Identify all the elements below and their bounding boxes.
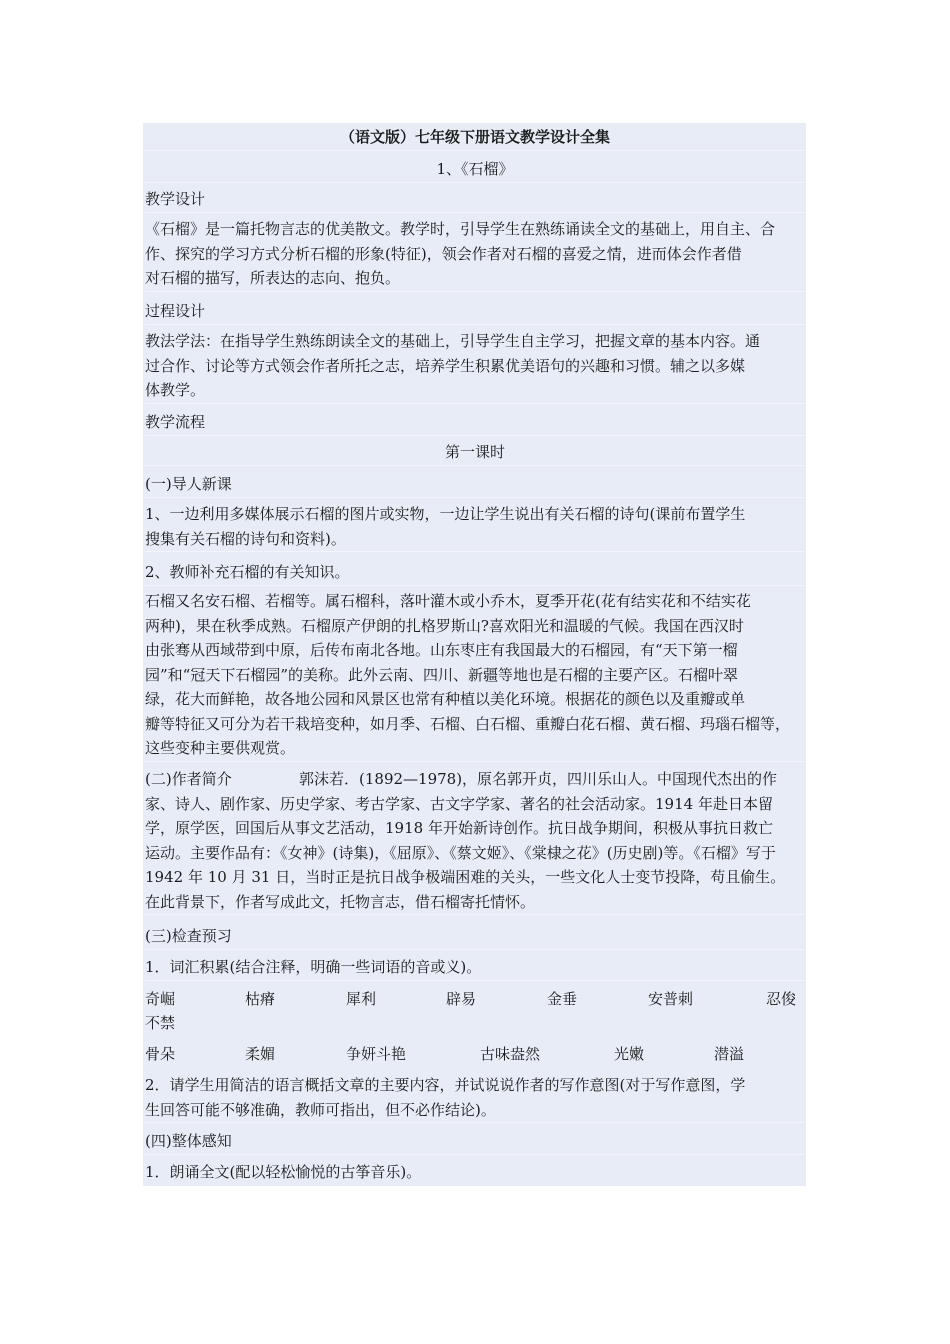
vocab-word: 柔媚 — [245, 1045, 276, 1063]
text-line: 搜集有关石榴的诗句和资料)。 — [145, 529, 346, 548]
author-paragraph — [145, 767, 805, 915]
text-line: 石榴又名安石榴、若榴等。属石榴科，落叶灌木或小乔木，夏季开花(花有结实花和不结实花 — [145, 592, 751, 610]
process-paragraph — [145, 329, 805, 404]
preview-item-1: 1．词汇积累(结合注释，明确一些词语的音或义)。 — [145, 955, 805, 981]
teaching-design-paragraph — [145, 217, 805, 292]
vocab-word: 争妍斗艳 — [346, 1045, 407, 1063]
section-overall-title: (四)整体感知 — [145, 1129, 805, 1155]
lesson-title: 1、《石榴》 — [145, 157, 805, 183]
text-line: 1942 年 10 月 31 日，当时正是抗日战争极端困难的关头，一些文化人士变节投降，苟且偷生。 — [145, 868, 786, 886]
text-line: 瓣等特征又可分为若干栽培变种，如月季、石榴、白石榴、重瓣白花石榴、黄石榴、玛瑙石榴等， — [145, 714, 791, 733]
vocab-word: 枯瘠 — [245, 990, 276, 1008]
intro-paragraph-1 — [145, 502, 805, 552]
text-line: 园”和“冠天下石榴园”的美称。此外云南、四川、新疆等地也是石榴的主要产区。石榴叶翠 — [145, 665, 739, 684]
text-line: 《石榴》是一篇托物言志的优美散文。教学时，引导学生在熟练诵读全文的基础上，用自主、合 — [145, 220, 776, 238]
section-author-title: (二)作者简介 — [145, 770, 232, 788]
text-line: 过合作、讨论等方式领会作者所托之志，培养学生积累优美语句的兴趣和习惯。辅之以多媒 — [145, 356, 746, 375]
text-line: 2．请学生用简洁的语言概括文章的主要内容，并试说说作者的写作意图(对于写作意图，学 — [145, 1076, 746, 1094]
intro-paragraph-2: 2、教师补充石榴的有关知识。 — [145, 560, 805, 586]
heading-teaching-flow: 教学流程 — [145, 410, 805, 436]
text-line: 生回答可能不够准确，教师可指出，但不必作结论)。 — [145, 1100, 496, 1119]
text-line: 在此背景下，作者写成此文，托物言志，借石榴寄托情怀。 — [145, 892, 536, 911]
vocab-word: 奇崛 — [145, 990, 176, 1008]
text-line: 对石榴的描写，所表达的志向、抱负。 — [145, 269, 401, 287]
text-line — [145, 767, 805, 792]
vocab-word: 光嫩 — [614, 1045, 645, 1063]
vocab-word: 潜溢 — [714, 1045, 745, 1063]
vocab-word: 古味盎然 — [480, 1045, 541, 1063]
vocab-word: 忍俊 — [766, 990, 797, 1008]
heading-first-period: 第一课时 — [145, 440, 805, 466]
section-preview-title: (三)检查预习 — [145, 924, 805, 950]
text-line: 1、一边利用多媒体展示石榴的图片或实物，一边让学生说出有关石榴的诗句(课前布置学生 — [145, 505, 746, 523]
overall-item-1: 1．朗诵全文(配以轻松愉悦的古筝音乐)。 — [145, 1163, 422, 1181]
text-line: 体教学。 — [145, 381, 206, 399]
vocab-word: 骨朵 — [145, 1045, 176, 1063]
pomegranate-knowledge-paragraph — [145, 589, 805, 762]
vocab-word: 安普刺 — [648, 990, 694, 1008]
vocab-word: 辟易 — [446, 990, 477, 1008]
text-line: 运动。主要作品有：《女神》(诗集)，《屈原》、《蔡文姬》、《棠棣之花》(历史剧)等。《石榴》写于 — [145, 843, 776, 862]
text-line: 由张骞从西域带到中原，后传布南北各地。山东枣庄有我国最大的石榴园，有“天下第一榴 — [145, 641, 738, 659]
vocab-word: 犀利 — [346, 990, 377, 1008]
text-line: 家、诗人、剧作家、历史学家、考古学家、古文字学家、著名的社会活动家。1914 年赴日本留 — [145, 794, 773, 813]
text-line: 学，原学医，回国后从事文艺活动，1918 年开始新诗创作。抗日战争期间，积极从事抗日救亡 — [145, 819, 773, 837]
doc-title: （语文版）七年级下册语文教学设计全集 — [145, 125, 805, 151]
author-text-first: 郭沫若．(1892—1978)，原名郭开贞，四川乐山人。中国现代杰出的作 — [299, 770, 778, 788]
section-intro-title: (一)导人新课 — [145, 472, 805, 498]
vocab-word: 金垂 — [547, 990, 578, 1008]
text-line: 作、探究的学习方式分析石榴的形象(特征)，领会作者对石榴的喜爱之情，进而体会作者借 — [145, 244, 742, 263]
preview-item-2 — [145, 1073, 805, 1123]
heading-process-design: 过程设计 — [145, 299, 805, 325]
text-line: 绿，花大而鲜艳，故各地公园和风景区也常有种植以美化环境。根据花的颜色以及重瓣或单 — [145, 690, 746, 708]
text-line: 教法学法：在指导学生熟练朗读全文的基础上，引导学生自主学习，把握文章的基本内容。通 — [145, 332, 761, 350]
text-line: 两种)，果在秋季成熟。石榴原产伊朗的扎格罗斯山?喜欢阳光和温暖的气候。我国在西汉时 — [145, 616, 744, 635]
text-line: 这些变种主要供观赏。 — [145, 739, 296, 757]
vocab-word: 不禁 — [145, 1014, 176, 1032]
heading-teaching-design: 教学设计 — [145, 187, 805, 213]
